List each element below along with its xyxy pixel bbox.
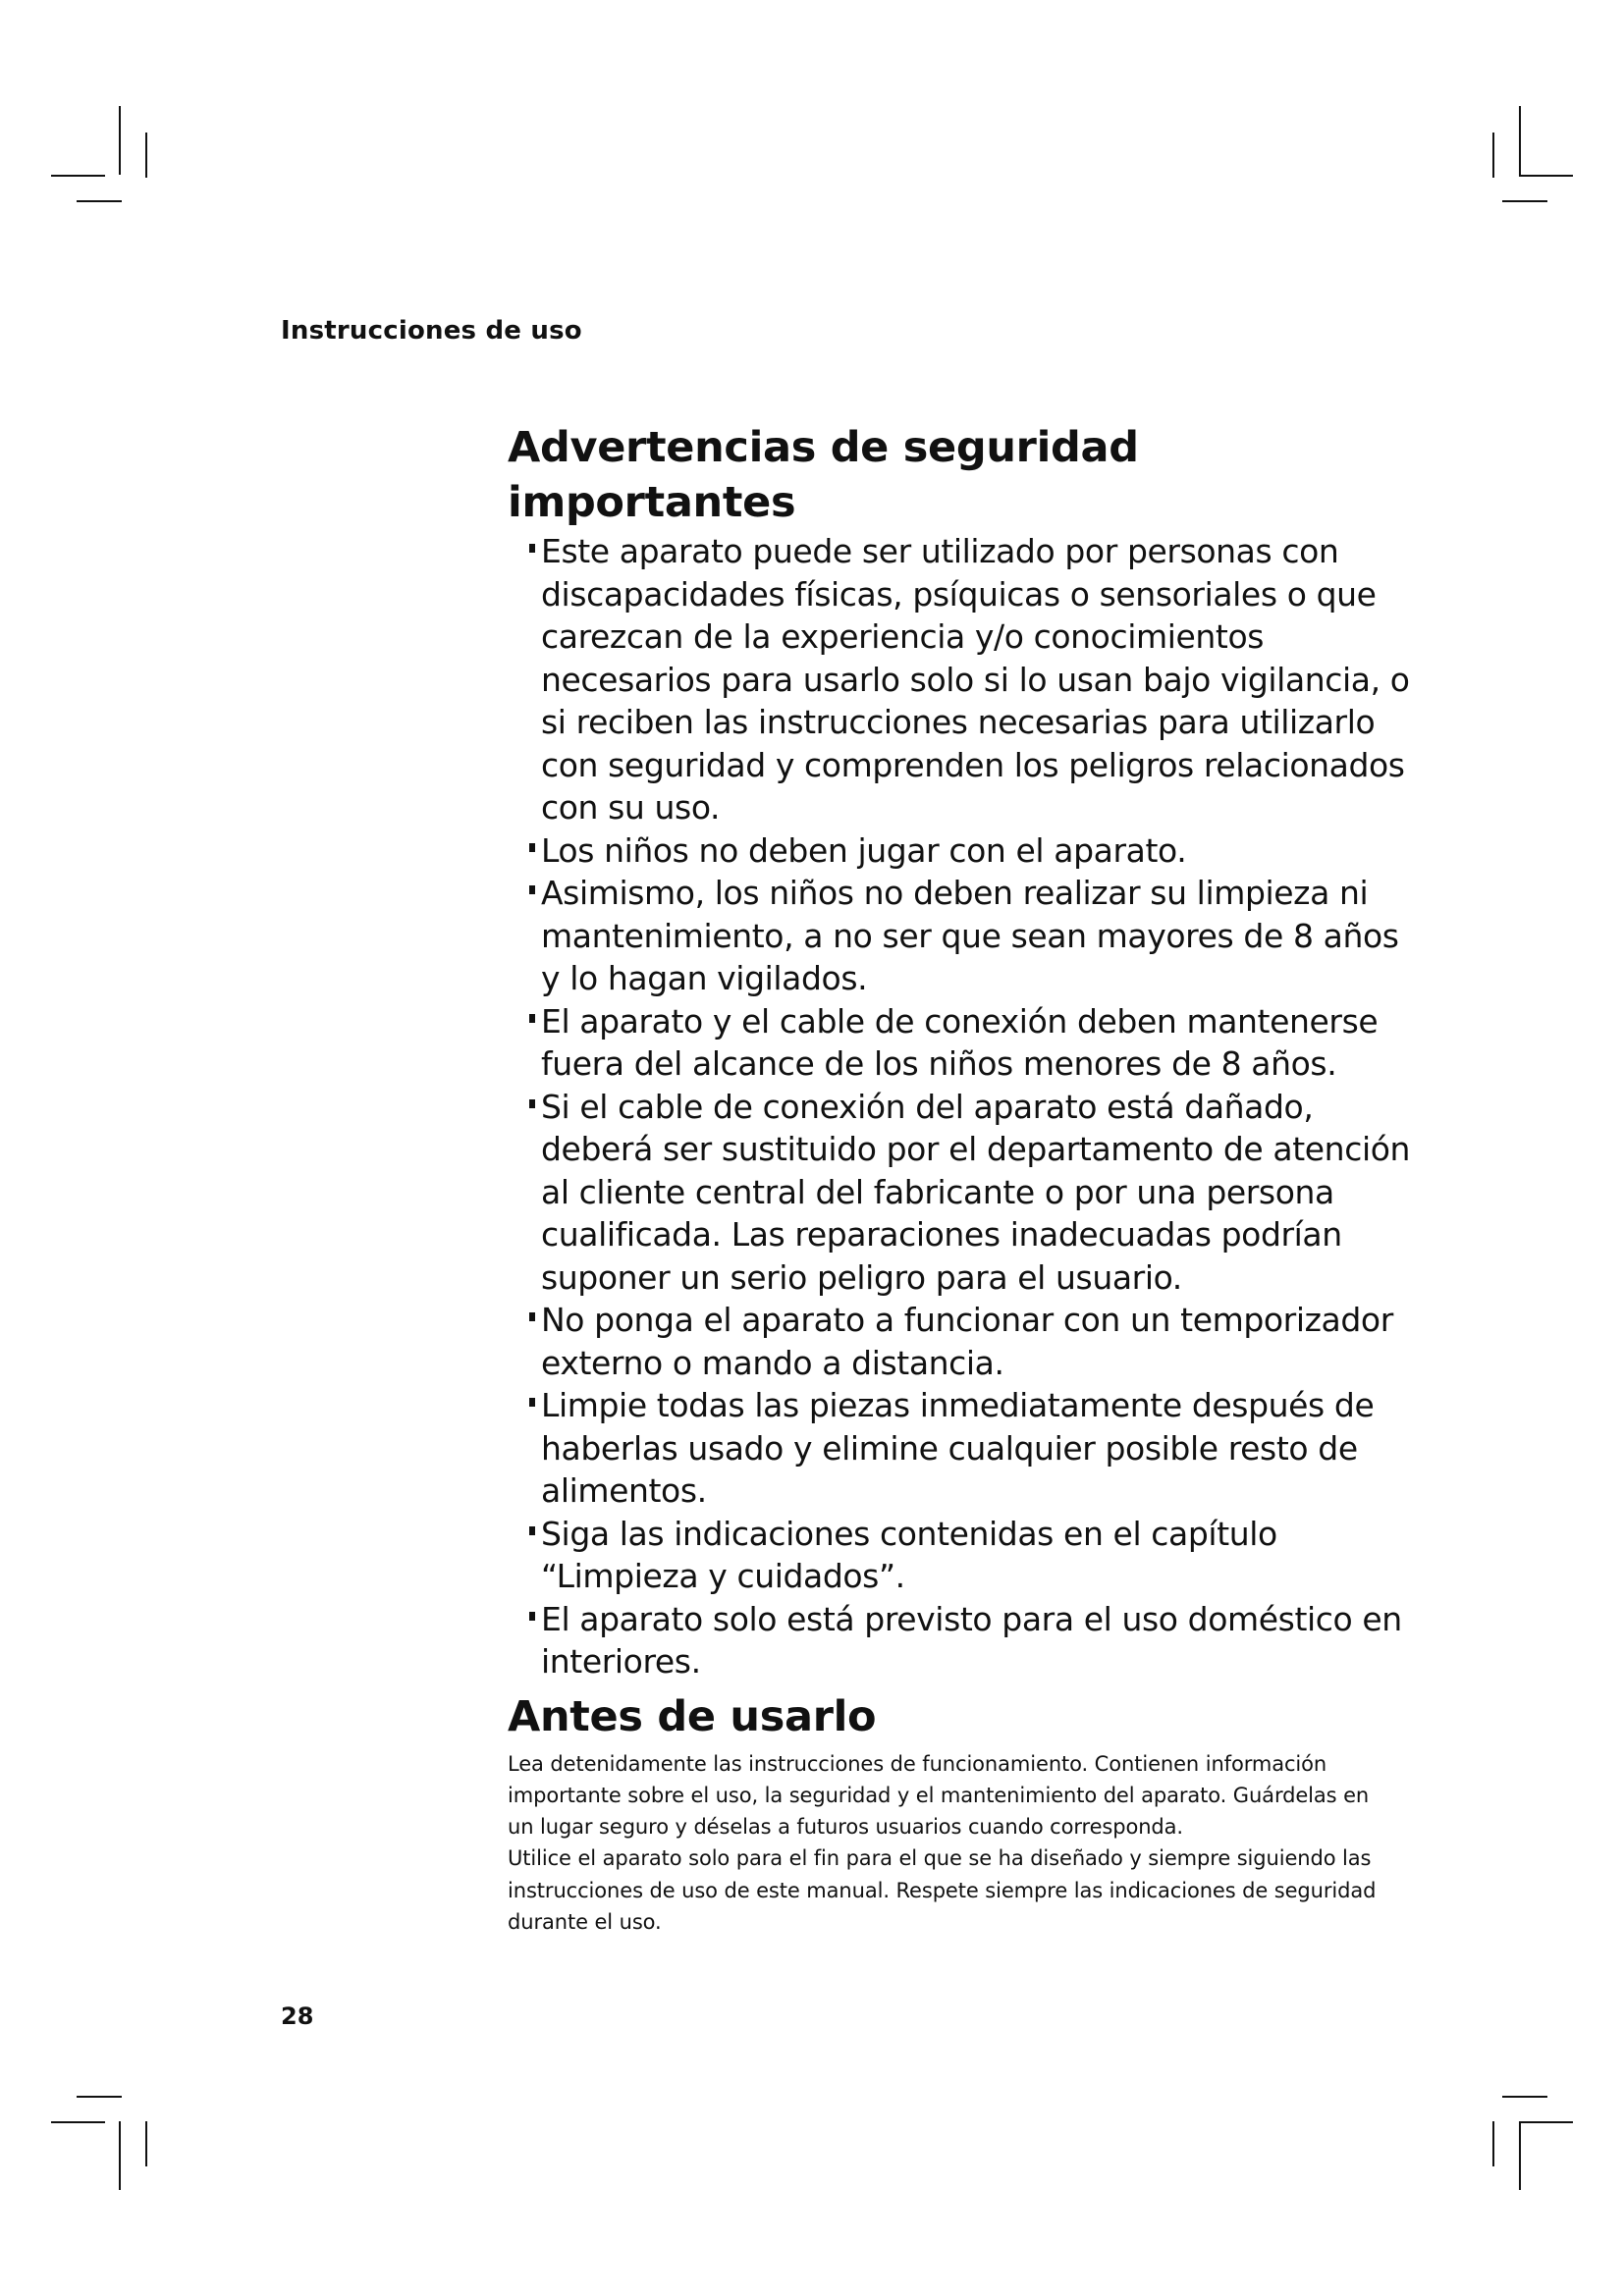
- warning-item: El aparato solo está previsto para el uso doméstico en interiores.: [541, 1598, 1421, 1683]
- crop-mark: [77, 200, 122, 202]
- before-use-paragraph: Lea detenidamente las instrucciones de funcionamiento. Contienen información importante sobre el uso, la seguridad y el mantenimiento del aparato. Guárdelas en un lugar seguro y déselas a futuros usuarios cuando corresponda.: [508, 1751, 1370, 1840]
- warning-item: Asimismo, los niños no deben realizar su limpieza ni mantenimiento, a no ser que sean mayores de 8 años y lo hagan vigilados.: [541, 872, 1421, 1000]
- crop-mark: [51, 2121, 105, 2123]
- crop-mark: [119, 2121, 121, 2190]
- crop-mark: [77, 2096, 122, 2098]
- before-use-paragraph: Utilice el aparato solo para el fin para el que se ha diseñado y siempre siguiendo las instrucciones de uso de este manual. Respete siempre las indicaciones de seguridad durante el uso.: [508, 1846, 1377, 1934]
- crop-mark: [1519, 2121, 1521, 2190]
- crop-mark: [1519, 2121, 1573, 2123]
- crop-mark: [119, 106, 121, 175]
- safety-warnings-title: Advertencias de seguridad importantes: [508, 423, 1139, 527]
- crop-mark: [1502, 200, 1547, 202]
- page-number: 28: [281, 2002, 314, 2030]
- crop-mark: [51, 175, 105, 177]
- before-use-title: Antes de usarlo: [508, 1691, 877, 1741]
- main-content: [508, 420, 1421, 1938]
- running-header: Instrucciones de uso: [281, 316, 582, 346]
- crop-mark: [1492, 2121, 1494, 2166]
- warning-item: Limpie todas las piezas inmediatamente después de haberlas usado y elimine cualquier posible resto de alimentos.: [541, 1384, 1421, 1513]
- warning-item: Los niños no deben jugar con el aparato.: [541, 829, 1421, 873]
- crop-mark: [1502, 2096, 1547, 2098]
- warning-item: Si el cable de conexión del aparato está dañado, deberá ser sustituido por el departamento de atención al cliente central del fabricante o por una persona cualificada. Las reparaciones inadecuadas podrían suponer un serio peligro para el usuario.: [541, 1086, 1421, 1300]
- warning-item: No ponga el aparato a funcionar con un temporizador externo o mando a distancia.: [541, 1299, 1421, 1384]
- crop-mark: [1492, 133, 1494, 178]
- crop-mark: [1519, 106, 1521, 175]
- safety-warnings-list: [508, 530, 1421, 1683]
- crop-mark: [1519, 175, 1573, 177]
- crop-mark: [145, 2121, 147, 2166]
- warning-item: Siga las indicaciones contenidas en el capítulo “Limpieza y cuidados”.: [541, 1513, 1421, 1598]
- crop-mark: [145, 133, 147, 178]
- warning-item: Este aparato puede ser utilizado por personas con discapacidades físicas, psíquicas o sensoriales o que carezcan de la experiencia y/o conocimientos necesarios para usarlo solo si lo usan bajo vigilancia, o si reciben las instrucciones necesarias para utilizarlo con seguridad y comprenden los peligros relacionados con su uso.: [541, 530, 1421, 829]
- warning-item: El aparato y el cable de conexión deben mantenerse fuera del alcance de los niños menores de 8 años.: [541, 1000, 1421, 1086]
